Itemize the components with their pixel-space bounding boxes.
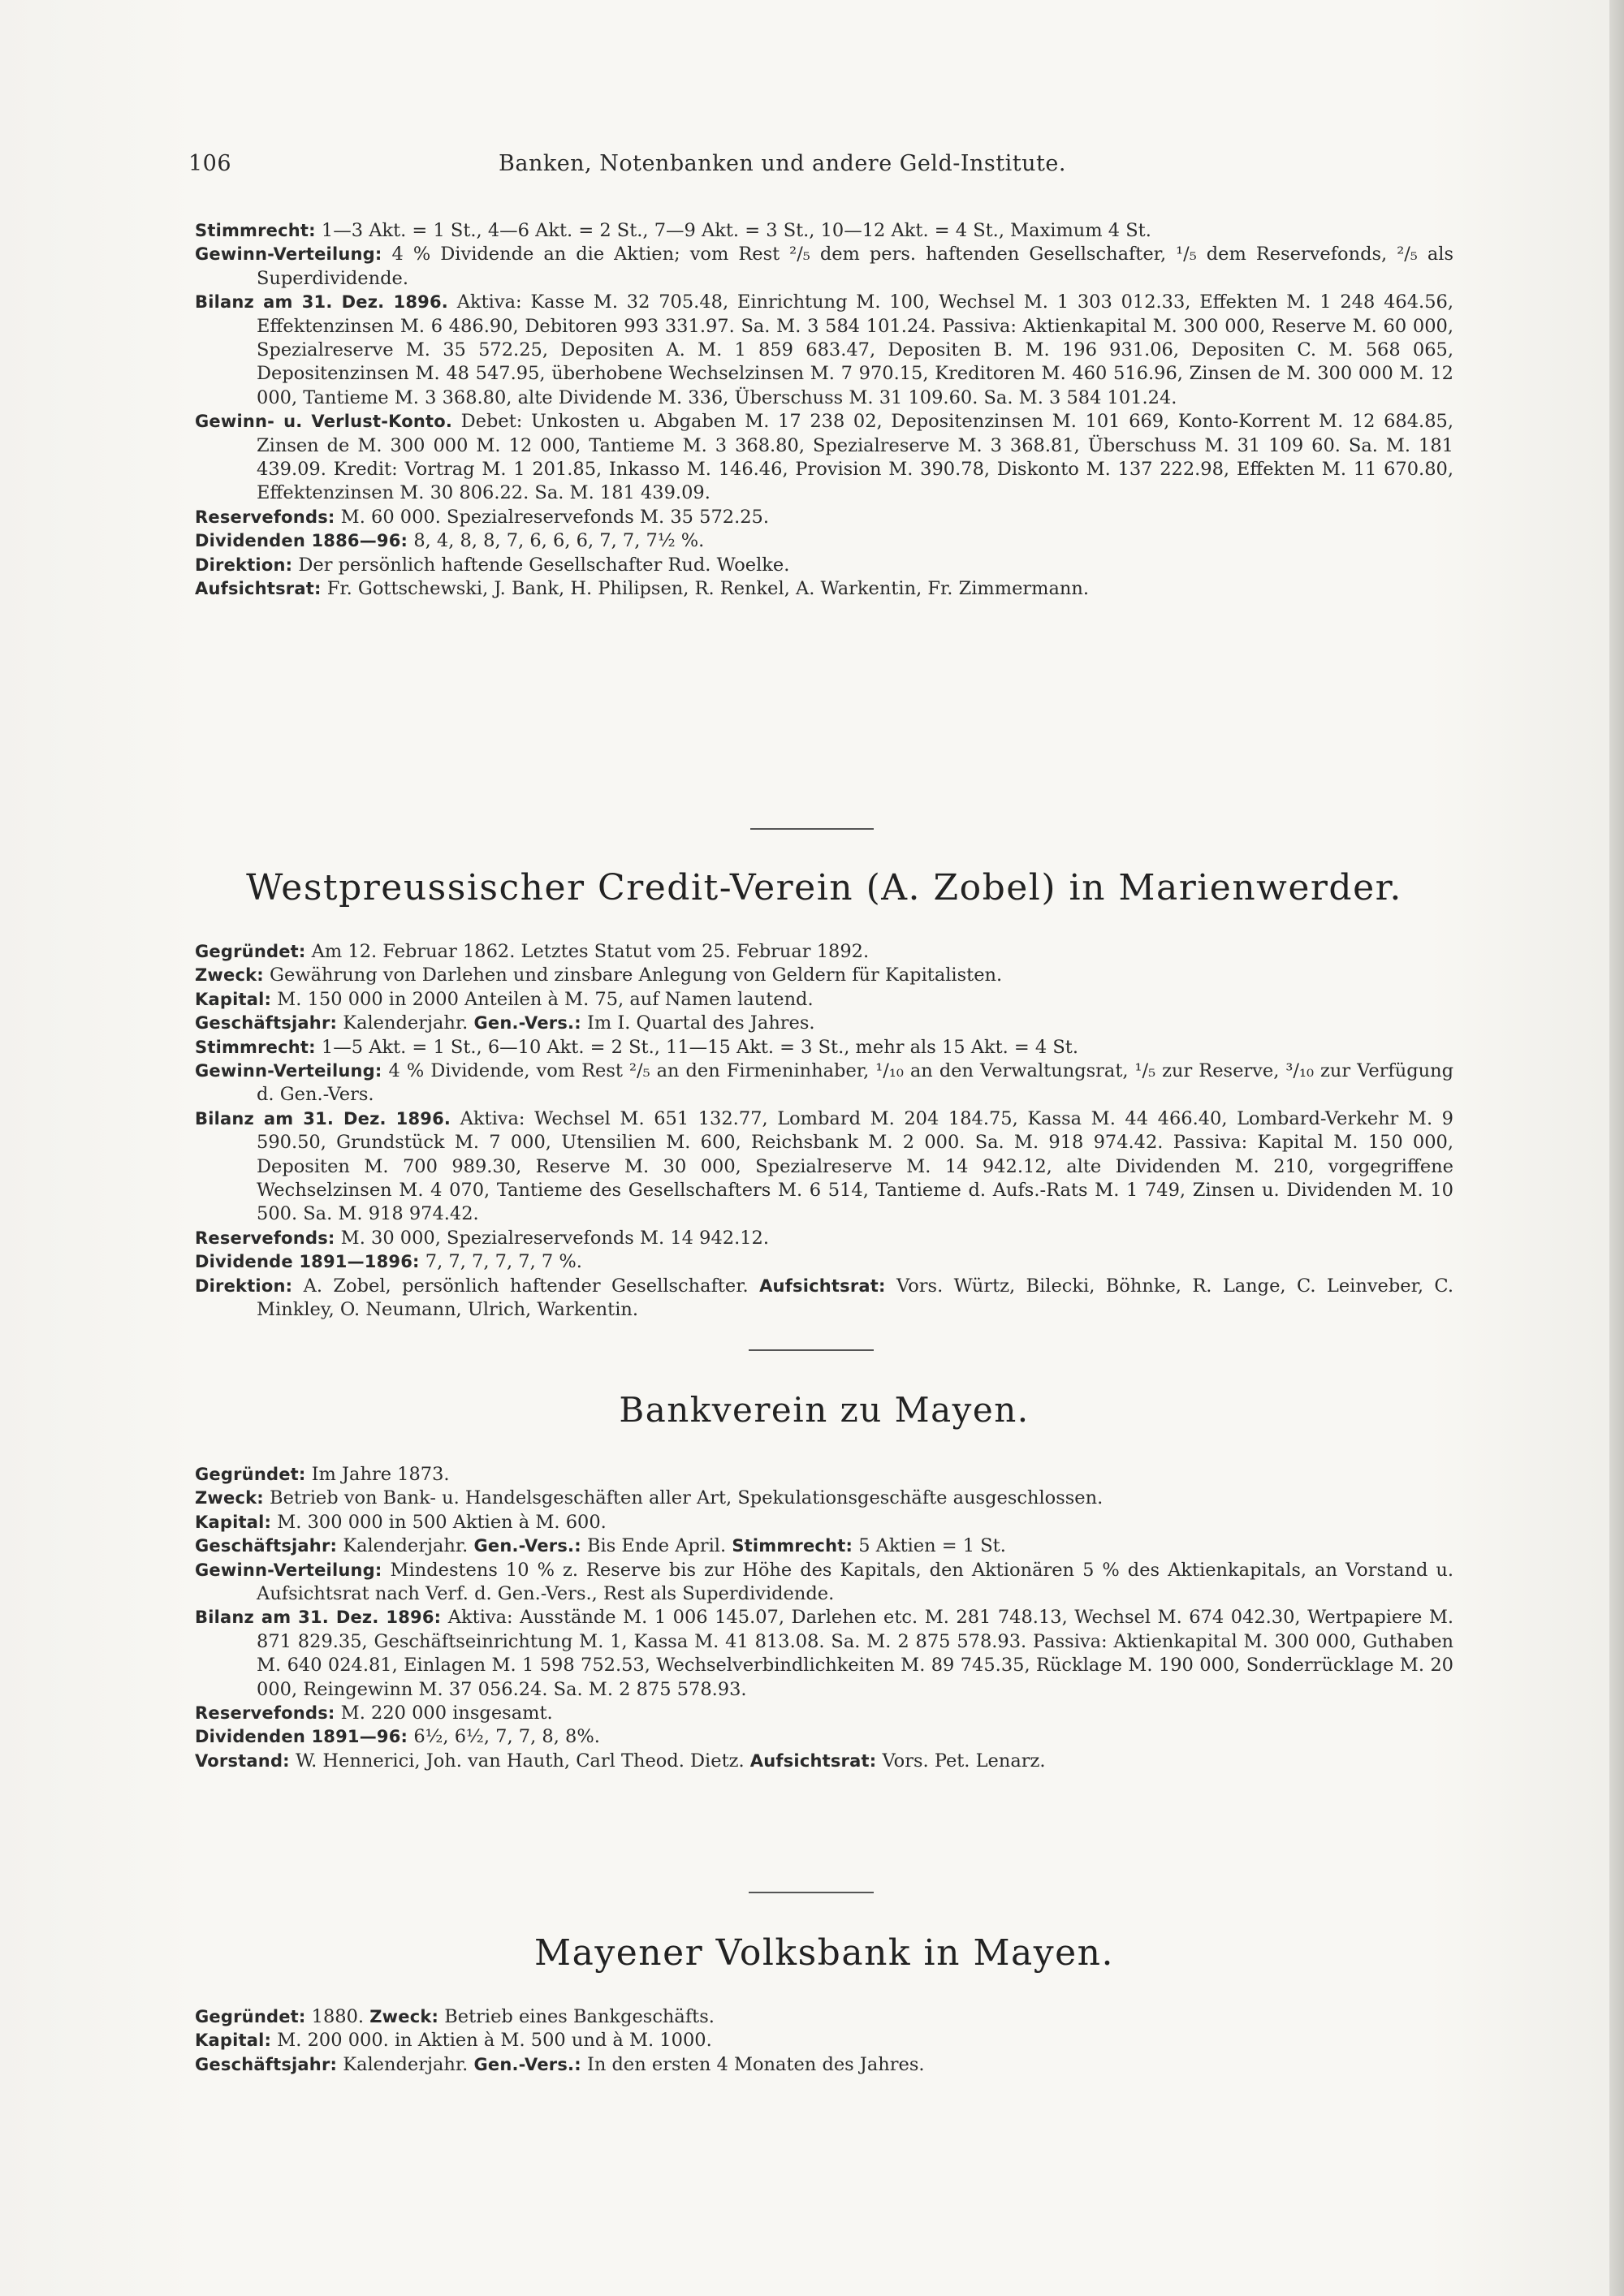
s3-geschaeftsjahr: Geschäftsjahr: Kalenderjahr. Gen.-Vers.: In den ersten 4 Monaten des Jahres. [195, 2053, 925, 2075]
section-divider [750, 828, 874, 830]
section1-body [195, 940, 1453, 1323]
s2-gewinn-verteilung: Gewinn-Verteilung: Mindestens 10 % z. Reserve bis zur Höhe des Kapitals, den Aktionären 5 % des Aktienkapitals, an Vorstand u. Aufsichtsrat nach Verf. d. Gen.-Vers., Rest als Superdividende. [195, 1559, 1454, 1605]
s3-kapital: Kapital: M. 200 000. in Aktien à M. 500 und à M. 1000. [195, 2030, 712, 2052]
s2-geschaeftsjahr: Geschäftsjahr: Kalenderjahr. Gen.-Vers.: Bis Ende April. Stimmrecht: 5 Aktien = 1 St. [195, 1535, 1006, 1557]
s2-zweck: Zweck: Betrieb von Bank- u. Handelsgeschäften aller Art, Spekulationsgeschäfte ausgeschlossen. [195, 1487, 1104, 1509]
s2-kapital: Kapital: M. 300 000 in 500 Aktien à M. 600. [195, 1511, 607, 1533]
page-edge-shadow [1609, 0, 1624, 2296]
prev-stimmrecht: Stimmrecht: 1—3 Akt. = 1 St., 4—6 Akt. = 2 St., 7—9 Akt. = 3 St., 10—12 Akt. = 4 St., Maximum 4 St. [195, 220, 1151, 241]
s1-reservefonds: Reservefonds: M. 30 000, Spezialreservefonds M. 14 942.12. [195, 1227, 770, 1249]
prev-gewinn-verlust-konto: Gewinn- u. Verlust-Konto. Debet: Unkosten u. Abgaben M. 17 238 02, Depositenzinsen M. 101 669, Konto-Korrent M. 12 684.85, Zinsen de M. 300 000 M. 12 000, Tantieme M. 3 368.80, Spezialreserve M. 3 368.81, Überschuss M. 31 109 60. Sa. M. 181 439.09. Kredit: Vortrag M. 1 201.85, Inkasso M. 146.46, Provision M. 390.78, Diskonto M. 137 222.98, Effekten M. 11 670.80, Effektenzinsen M. 30 806.22. Sa. M. 181 439.09. [195, 411, 1453, 504]
section-title-westpreussischer-credit-verein: Westpreussischer Credit-Verein (A. Zobel) in Marienwerder. [246, 867, 1402, 908]
prev-bilanz: Bilanz am 31. Dez. 1896. Aktiva: Kasse M. 32 705.48, Einrichtung M. 100, Wechsel M. 1 303 012.33, Effekten M. 1 248 464.56, Effektenzinsen M. 6 486.90, Debitoren 993 331.97. Sa. M. 3 584 101.24. Passiva: Aktienkapital M. 300 000, Reserve M. 60 000, Spezialreserve M. 35 572.25, Depositen A. M. 1 859 683.47, Depositen B. M. 196 931.06, Depositen C. M. 568 065, Depositenzinsen M. 48 547.95, überhobene Wechselzinsen M. 7 970.15, Kreditoren M. 460 516.96, Zinsen de M. 300 000 M. 12 000, Tantieme M. 3 368.80, alte Dividende M. 336, Überschuss M. 31 109.60. Sa. M. 3 584 101.24. [195, 291, 1453, 408]
s1-gegruendet: Gegründet: Am 12. Februar 1862. Letztes Statut vom 25. Februar 1892. [195, 941, 870, 962]
s2-dividenden: Dividenden 1891—96: 6½, 6½, 7, 7, 8, 8%. [195, 1726, 600, 1748]
s2-vorstand: Vorstand: W. Hennerici, Joh. van Hauth, Carl Theod. Dietz. Aufsichtsrat: Vors. Pet. Lenarz. [195, 1750, 1046, 1772]
s1-gewinn-verteilung: Gewinn-Verteilung: 4 % Dividende, vom Rest ²/₅ an den Firmeninhaber, ¹/₁₀ an den Verwaltungsrat, ¹/₅ zur Reserve, ³/₁₀ zur Verfügung d. Gen.-Vers. [195, 1060, 1454, 1106]
s3-gegruendet: Gegründet: 1880. Zweck: Betrieb eines Bankgeschäfts. [195, 2006, 715, 2027]
s2-bilanz: Bilanz am 31. Dez. 1896: Aktiva: Ausstände M. 1 006 145.07, Darlehen etc. M. 281 748.13, Wechsel M. 674 042.30, Wertpapiere M. 871 829.35, Geschäftseinrichtung M. 1, Kassa M. 41 813.08. Sa. M. 2 875 578.93. Passiva: Aktienkapital M. 300 000, Guthaben M. 640 024.81, Einlagen M. 1 598 752.53, Wechselverbindlichkeiten M. 89 745.35, Rücklage M. 190 000, Sonderrücklage M. 20 000, Reingewinn M. 37 056.24. Sa. M. 2 875 578.93. [195, 1607, 1454, 1700]
section-divider [749, 1349, 874, 1351]
running-title: Banken, Notenbanken und andere Geld-Institute. [499, 151, 1066, 176]
s1-bilanz: Bilanz am 31. Dez. 1896. Aktiva: Wechsel M. 651 132.77, Lombard M. 204 184.75, Kassa M. 44 466.40, Lombard-Verkehr M. 9 590.50, Grundstück M. 7 000, Utensilien M. 600, Reichsbank M. 2 000. Sa. M. 918 974.42. Passiva: Kapital M. 150 000, Depositen M. 700 989.30, Reserve M. 30 000, Spezialreserve M. 14 942.12, alte Dividenden M. 210, vorgegriffene Wechselzinsen M. 4 070, Tantieme des Gesellschafters M. 6 514, Tantieme d. Aufs.-Rats M. 1 749, Zinsen u. Dividenden M. 10 500. Sa. M. 918 974.42. [195, 1107, 1453, 1225]
s1-dividende: Dividende 1891—1896: 7, 7, 7, 7, 7, 7 %. [195, 1251, 582, 1273]
prev-aufsichtsrat: Aufsichtsrat: Fr. Gottschewski, J. Bank, H. Philipsen, R. Renkel, A. Warkentin, Fr. Zimmermann. [195, 578, 1090, 600]
prev-dividenden: Dividenden 1886—96: 8, 4, 8, 8, 7, 6, 6, 6, 7, 7, 7½ %. [195, 530, 705, 552]
page-number: 106 [188, 151, 232, 176]
s2-reservefonds: Reservefonds: M. 220 000 insgesamt. [195, 1703, 553, 1724]
s1-kapital: Kapital: M. 150 000 in 2000 Anteilen à M. 75, auf Namen lautend. [195, 988, 814, 1010]
section-divider [749, 1892, 874, 1893]
s1-geschaeftsjahr: Geschäftsjahr: Kalenderjahr. Gen.-Vers.: Im I. Quartal des Jahres. [195, 1012, 815, 1034]
s1-zweck: Zweck: Gewährung von Darlehen und zinsbare Anlegung von Geldern für Kapitalisten. [195, 965, 1003, 986]
prev-entry-body [195, 219, 1453, 602]
prev-gewinn-verteilung: Gewinn-Verteilung: 4 % Dividende an die Aktien; vom Rest ²/₅ dem pers. haftenden Gesellschafter, ¹/₅ dem Reservefonds, ²/₅ als Superdividende. [195, 244, 1454, 289]
section3-body [195, 2005, 1453, 2077]
prev-direktion: Direktion: Der persönlich haftende Gesellschafter Rud. Woelke. [195, 554, 790, 576]
prev-reservefonds: Reservefonds: M. 60 000. Spezialreservefonds M. 35 572.25. [195, 506, 770, 528]
s1-direktion: Direktion: A. Zobel, persönlich haftender Gesellschafter. Aufsichtsrat: Vors. Würtz, Bilecki, Böhnke, R. Lange, C. Leinveber, C. Minkley, O. Neumann, Ulrich, Warkentin. [195, 1275, 1453, 1321]
section-title-bankverein-zu-mayen: Bankverein zu Mayen. [619, 1390, 1030, 1430]
s1-stimmrecht: Stimmrecht: 1—5 Akt. = 1 St., 6—10 Akt. = 2 St., 11—15 Akt. = 3 St., mehr als 15 Akt. = 4 St. [195, 1036, 1079, 1058]
section2-body [195, 1463, 1453, 1773]
section-title-mayener-volksbank: Mayener Volksbank in Mayen. [534, 1932, 1114, 1974]
s2-gegruendet: Gegründet: Im Jahre 1873. [195, 1464, 450, 1485]
